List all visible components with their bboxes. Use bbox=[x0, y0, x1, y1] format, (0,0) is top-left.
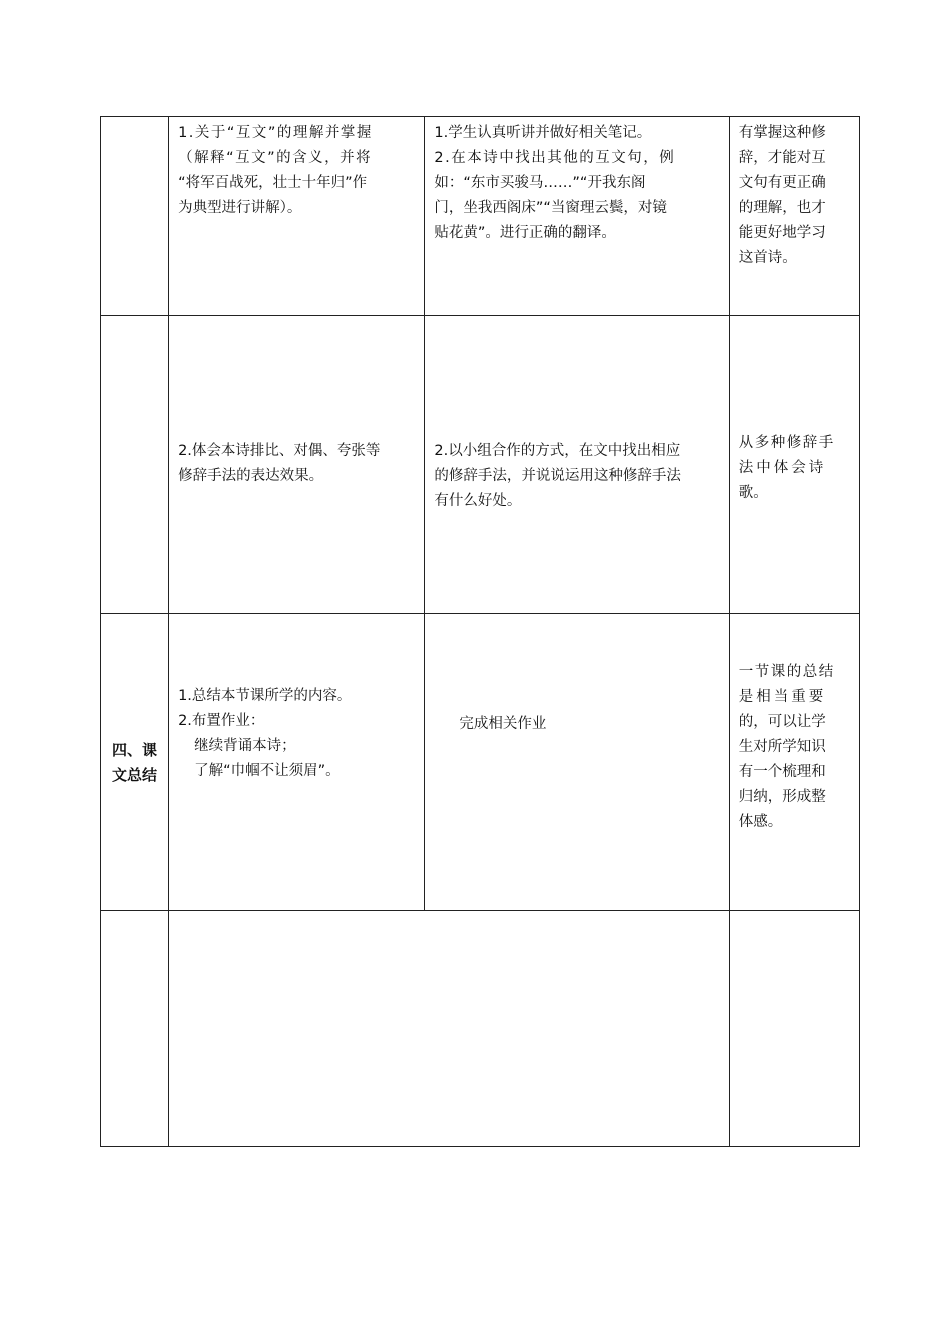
teacher-line: 修辞手法的表达效果。 bbox=[178, 468, 324, 484]
section-cell bbox=[101, 316, 169, 614]
section-title-line: 四、课 bbox=[112, 741, 158, 759]
student-line: 如：“东市买骏马……”“开我东阁 bbox=[434, 175, 646, 191]
student-line: 2.在本诗中找出其他的互文句，例 bbox=[434, 150, 676, 166]
student-line: 的修辞手法，并说说运用这种修辞手法 bbox=[434, 468, 681, 484]
intent-line: 从多种修辞手 bbox=[738, 435, 835, 451]
merged-activity-cell bbox=[169, 911, 730, 1147]
intent-line: 这首诗。 bbox=[738, 250, 797, 266]
teacher-line: 了解“巾帼不让须眉”。 bbox=[194, 763, 340, 779]
design-intent-cell bbox=[729, 316, 859, 614]
teacher-activity-cell bbox=[169, 614, 425, 911]
intent-line: 有掌握这种修 bbox=[738, 125, 826, 141]
student-line: 2.以小组合作的方式，在文中找出相应 bbox=[434, 443, 681, 459]
intent-line: 歌。 bbox=[738, 485, 768, 501]
section-cell bbox=[101, 117, 169, 316]
teacher-line: 2.体会本诗排比、对偶、夸张等 bbox=[178, 443, 381, 459]
design-intent-cell bbox=[729, 117, 859, 316]
lesson-plan-table bbox=[100, 116, 860, 1147]
intent-line: 文句有更正确 bbox=[738, 175, 826, 191]
intent-line: 是相当重要 bbox=[738, 689, 827, 705]
table-row-hu-wen bbox=[101, 117, 860, 316]
student-line: 贴花黄”。进行正确的翻译。 bbox=[434, 225, 616, 241]
design-intent-cell bbox=[729, 614, 859, 911]
section-cell bbox=[101, 614, 169, 911]
student-activity-cell bbox=[425, 614, 729, 911]
teacher-line: 为典型进行讲解）。 bbox=[178, 200, 302, 216]
design-intent-cell bbox=[729, 911, 859, 1147]
intent-line: 有一个梳理和 bbox=[738, 764, 826, 780]
teacher-activity-cell bbox=[169, 117, 425, 316]
intent-line: 法中体会诗 bbox=[738, 460, 827, 476]
intent-line: 的理解，也才 bbox=[738, 200, 826, 216]
intent-line: 生对所学知识 bbox=[738, 739, 826, 755]
section-title bbox=[101, 614, 168, 788]
intent-line: 辞，才能对互 bbox=[738, 150, 826, 166]
student-line: 完成相关作业 bbox=[459, 716, 547, 732]
student-activity-cell bbox=[425, 117, 729, 316]
teacher-line: 1.关于“互文”的理解并掌握 bbox=[178, 125, 373, 141]
intent-line: 能更好地学习 bbox=[738, 225, 826, 241]
intent-line: 的，可以让学 bbox=[738, 714, 826, 730]
student-line: 1.学生认真听讲并做好相关笔记。 bbox=[434, 125, 652, 141]
section-title-line: 文总结 bbox=[112, 766, 158, 784]
teacher-line: 继续背诵本诗； bbox=[194, 738, 296, 754]
teacher-line: （解释“互文”的含义，并将 bbox=[178, 150, 373, 166]
teacher-line: 2.布置作业： bbox=[178, 713, 265, 729]
intent-line: 体感。 bbox=[738, 814, 783, 830]
table-row-rhetoric bbox=[101, 316, 860, 614]
student-line: 有什么好处。 bbox=[434, 493, 522, 509]
table-row-summary bbox=[101, 614, 860, 911]
intent-line: 一节课的总结 bbox=[738, 664, 835, 680]
teacher-line: 1.总结本节课所学的内容。 bbox=[178, 688, 352, 704]
student-line: 门，坐我西阁床”“当窗理云鬓，对镜 bbox=[434, 200, 667, 216]
intent-line: 归纳，形成整 bbox=[738, 789, 826, 805]
student-activity-cell bbox=[425, 316, 729, 614]
section-cell bbox=[101, 911, 169, 1147]
table-row-empty bbox=[101, 911, 860, 1147]
teacher-line: “将军百战死，壮士十年归”作 bbox=[178, 175, 368, 191]
teacher-activity-cell bbox=[169, 316, 425, 614]
